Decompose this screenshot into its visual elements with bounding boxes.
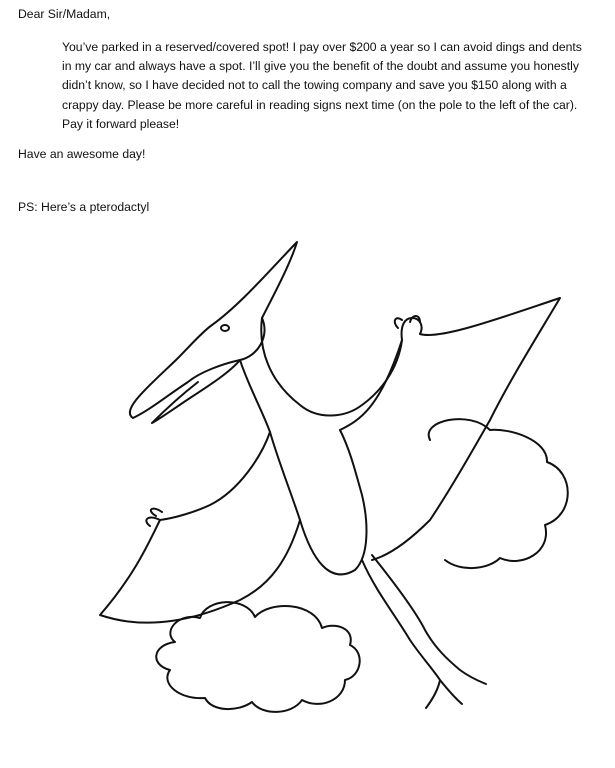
pterodactyl-wing-right [340, 298, 560, 560]
pterodactyl-drawing [0, 230, 615, 768]
pterodactyl-claw-left [146, 509, 162, 526]
pterodactyl-wing-left [100, 432, 300, 623]
pterodactyl-legs [362, 555, 486, 708]
closing-line: Have an awesome day! [18, 147, 146, 161]
pterodactyl-eye [221, 325, 229, 331]
body-line: in my car and always have a spot. I’ll give you the benefit of the doubt and assume you honestly [62, 59, 579, 74]
salutation: Dear Sir/Madam, [18, 7, 111, 21]
letter-body [62, 38, 607, 134]
body-line: didn’t know, so I have decided not to call the towing company and save you $150 along with a [62, 78, 567, 93]
pterodactyl-head [130, 242, 297, 418]
postscript: PS: Here’s a pterodactyl [18, 200, 150, 214]
body-line: Pay it forward please! [62, 116, 180, 131]
body-line: crappy day. Please be more careful in reading signs next time (on the pole to the left of the car). [62, 97, 578, 112]
cloud-right [429, 419, 568, 568]
body-line: You’ve parked in a reserved/covered spot! I pay over $200 a year so I can avoid dings and dents [62, 40, 582, 54]
